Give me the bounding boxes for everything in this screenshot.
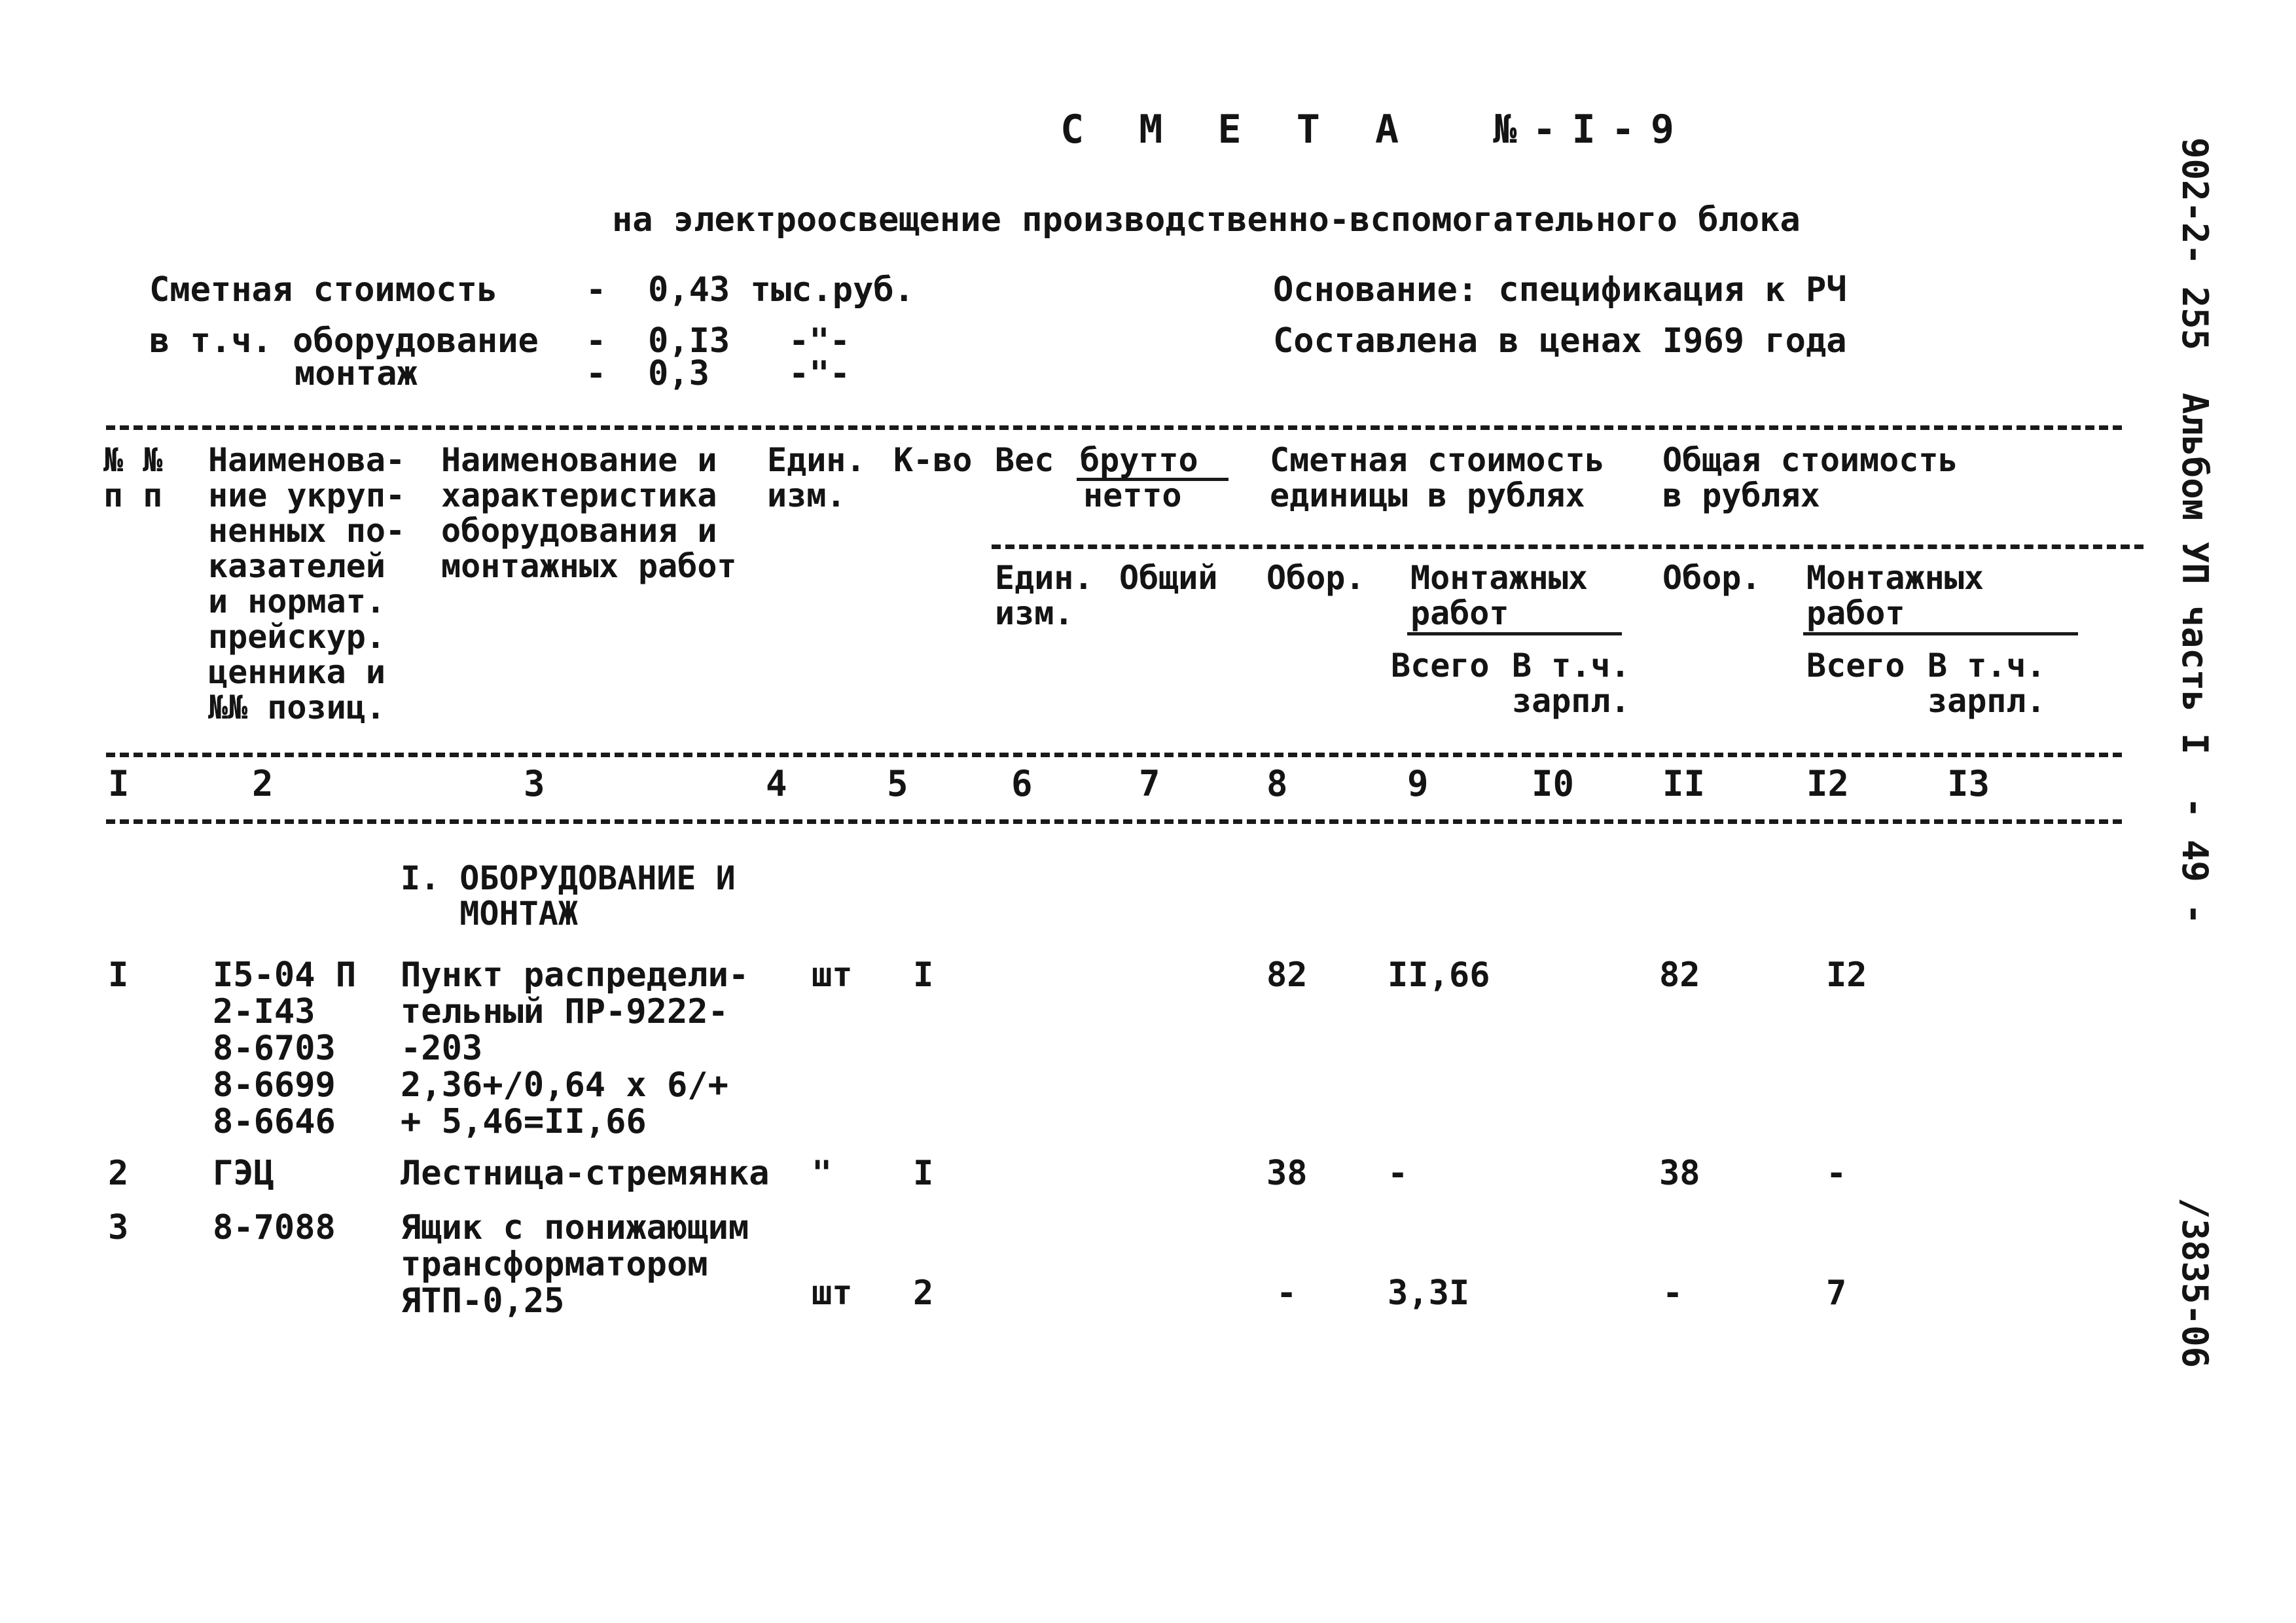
header-weight-total: Общий bbox=[1119, 559, 1218, 597]
mounting-underline bbox=[1407, 632, 1622, 635]
colnum-3: 3 bbox=[524, 763, 545, 804]
header-mid-rule bbox=[992, 544, 2144, 549]
row-1-mounting-cost: II,66 bbox=[1388, 955, 1490, 995]
equipment-ditto: -"- bbox=[789, 321, 850, 361]
colnum-11: II bbox=[1662, 763, 1706, 804]
header-equipment-total: Обор. bbox=[1662, 559, 1761, 597]
colnum-7: 7 bbox=[1139, 763, 1160, 804]
mounting-ditto: -"- bbox=[789, 354, 850, 393]
row-3-unit: шт bbox=[812, 1274, 853, 1313]
row-3-mounting-cost: 3,3I bbox=[1388, 1274, 1470, 1313]
cost-label: Сметная стоимость bbox=[149, 270, 498, 310]
equipment-dash: - bbox=[586, 321, 607, 361]
header-bottom-rule bbox=[106, 753, 2122, 757]
row-3-equipment-total: - bbox=[1662, 1274, 1683, 1313]
header-item-name: Наименование и характеристика оборудования и монтажных работ bbox=[441, 441, 737, 585]
row-3-mounting-total: 7 bbox=[1826, 1274, 1847, 1313]
prices-text: Составлена в ценах I969 года bbox=[1273, 321, 1847, 361]
colnum-13: I3 bbox=[1947, 763, 1990, 804]
row-3-equipment-cost: - bbox=[1276, 1274, 1297, 1313]
row-3-number: 3 bbox=[108, 1208, 129, 1247]
header-unit: Един. изм. bbox=[767, 441, 866, 514]
cost-dash: - bbox=[586, 270, 607, 310]
colnum-8: 8 bbox=[1266, 763, 1288, 804]
row-1-quantity: I bbox=[913, 955, 934, 995]
colnum-12: I2 bbox=[1806, 763, 1850, 804]
row-2-code: ГЭЦ bbox=[213, 1154, 274, 1193]
header-equipment: Обор. bbox=[1266, 559, 1365, 597]
row-3-quantity: 2 bbox=[913, 1274, 934, 1313]
document-title: С М Е Т А №-I-9 bbox=[1060, 107, 1690, 152]
mounting-label: монтаж bbox=[295, 354, 418, 393]
header-mounting-total: Всего bbox=[1391, 647, 1490, 685]
row-2-name: Лестница-стремянка bbox=[401, 1154, 770, 1193]
row-1-unit: шт bbox=[812, 955, 853, 995]
row-2-quantity: I bbox=[913, 1154, 934, 1193]
header-mounting-wages: В т.ч. зарпл. bbox=[1512, 647, 1630, 720]
colnum-10: I0 bbox=[1532, 763, 1575, 804]
row-1-code: I5-04 П 2-I43 8-6703 8-6699 8-6646 bbox=[213, 955, 357, 1141]
cost-value: 0,43 тыс.руб. bbox=[648, 270, 914, 310]
equipment-value: 0,I3 bbox=[648, 321, 730, 361]
colnum-5: 5 bbox=[887, 763, 908, 804]
row-1-equipment-total: 82 bbox=[1659, 955, 1700, 995]
equipment-label: в т.ч. оборудование bbox=[149, 321, 539, 361]
header-row-number: № № п п bbox=[103, 441, 163, 514]
row-2-number: 2 bbox=[108, 1154, 129, 1193]
header-mounting-total-2: Всего bbox=[1806, 647, 1905, 685]
colnum-9: 9 bbox=[1407, 763, 1429, 804]
side-annotation-bottom: /3835-06 bbox=[2174, 1198, 2215, 1368]
header-netto: нетто bbox=[1083, 476, 1182, 514]
colnum-4: 4 bbox=[766, 763, 787, 804]
table-top-rule bbox=[106, 425, 2122, 430]
colnum-bottom-rule bbox=[106, 819, 2122, 824]
header-total-cost: Общая стоимость в рублях bbox=[1662, 441, 1958, 514]
colnum-1: I bbox=[108, 763, 130, 804]
document-subtitle: на электроосвещение производственно-вспомогательного блока bbox=[612, 200, 1801, 240]
header-unit-cost: Сметная стоимость единицы в рублях bbox=[1270, 441, 1605, 514]
header-mounting: Монтажных работ bbox=[1410, 559, 1588, 632]
row-3-name: Ящик с понижающим трансформатором ЯТП-0,25 bbox=[401, 1208, 749, 1321]
mounting-2-underline bbox=[1803, 632, 2078, 635]
row-1-number: I bbox=[108, 955, 129, 995]
row-2-unit: " bbox=[812, 1154, 833, 1193]
row-2-equipment-total: 38 bbox=[1659, 1154, 1700, 1193]
row-1-mounting-total: I2 bbox=[1826, 955, 1867, 995]
header-norm-reference: Наименова- ние укруп- ненных по- казателей и нормат. прейскур. ценника и №№ позиц. bbox=[208, 441, 406, 726]
header-mounting-wages-2: В т.ч. зарпл. bbox=[1928, 647, 2046, 720]
row-3-code: 8-7088 bbox=[213, 1208, 336, 1247]
side-annotation-top: 902-2- 255 Альбом УП часть I - 49 - bbox=[2174, 137, 2215, 925]
basis-text: Основание: спецификация к РЧ bbox=[1273, 270, 1847, 310]
section-heading: I. ОБОРУДОВАНИЕ И МОНТАЖ bbox=[401, 859, 736, 933]
row-2-equipment-cost: 38 bbox=[1266, 1154, 1308, 1193]
row-2-mounting-total: - bbox=[1826, 1154, 1847, 1193]
header-weight: Вес bbox=[995, 441, 1054, 479]
mounting-dash: - bbox=[586, 354, 607, 393]
mounting-value: 0,3 bbox=[648, 354, 709, 393]
header-mounting-2: Монтажных работ bbox=[1806, 559, 1984, 632]
header-brutto: брутто bbox=[1080, 441, 1198, 479]
colnum-6: 6 bbox=[1011, 763, 1033, 804]
row-1-equipment-cost: 82 bbox=[1266, 955, 1308, 995]
header-quantity: К-во bbox=[893, 441, 973, 479]
row-1-name: Пункт распредели- тельный ПР-9222- -203 2,36+/0,64 х 6/+ + 5,46=II,66 bbox=[401, 955, 749, 1141]
colnum-2: 2 bbox=[252, 763, 274, 804]
header-weight-unit: Един. изм. bbox=[995, 559, 1094, 632]
row-2-mounting-cost: - bbox=[1388, 1154, 1408, 1193]
